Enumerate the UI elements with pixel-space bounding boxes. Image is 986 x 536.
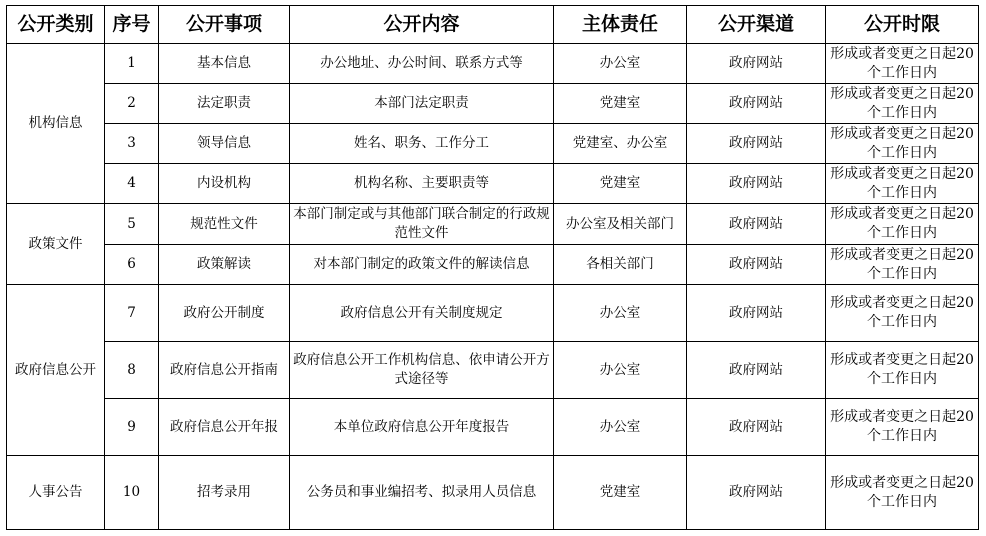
row-time-limit: 形成或者变更之日起20个工作日内 xyxy=(826,245,979,285)
row-number: 4 xyxy=(105,164,159,204)
row-item: 政府信息公开指南 xyxy=(159,342,290,399)
row-owner: 党建室、办公室 xyxy=(554,124,687,164)
row-owner: 办公室 xyxy=(554,285,687,342)
row-channel: 政府网站 xyxy=(687,245,826,285)
row-channel: 政府网站 xyxy=(687,399,826,456)
disclosure-table xyxy=(6,5,979,530)
category-cell: 机构信息 xyxy=(7,44,105,204)
row-time-limit: 形成或者变更之日起20个工作日内 xyxy=(826,204,979,245)
row-time-limit: 形成或者变更之日起20个工作日内 xyxy=(826,399,979,456)
row-item: 政策解读 xyxy=(159,245,290,285)
header-row xyxy=(7,6,979,44)
row-item: 法定职责 xyxy=(159,84,290,124)
row-number: 6 xyxy=(105,245,159,285)
table-row xyxy=(7,164,979,204)
table-row xyxy=(7,204,979,245)
row-item: 内设机构 xyxy=(159,164,290,204)
row-content: 本部门制定或与其他部门联合制定的行政规范性文件 xyxy=(290,204,554,245)
row-time-limit: 形成或者变更之日起20个工作日内 xyxy=(826,44,979,84)
row-time-limit: 形成或者变更之日起20个工作日内 xyxy=(826,84,979,124)
row-content: 政府信息公开有关制度规定 xyxy=(290,285,554,342)
category-cell: 人事公告 xyxy=(7,456,105,530)
row-number: 9 xyxy=(105,399,159,456)
row-owner: 各相关部门 xyxy=(554,245,687,285)
row-channel: 政府网站 xyxy=(687,164,826,204)
table-row xyxy=(7,342,979,399)
row-owner: 办公室 xyxy=(554,342,687,399)
table-row xyxy=(7,84,979,124)
table-row xyxy=(7,124,979,164)
table-row xyxy=(7,456,979,530)
row-content: 政府信息公开工作机构信息、依申请公开方式途径等 xyxy=(290,342,554,399)
row-channel: 政府网站 xyxy=(687,84,826,124)
row-channel: 政府网站 xyxy=(687,342,826,399)
row-time-limit: 形成或者变更之日起20个工作日内 xyxy=(826,342,979,399)
row-channel: 政府网站 xyxy=(687,204,826,245)
row-item: 领导信息 xyxy=(159,124,290,164)
row-number: 7 xyxy=(105,285,159,342)
header-channel: 公开渠道 xyxy=(687,6,826,44)
row-owner: 党建室 xyxy=(554,84,687,124)
row-channel: 政府网站 xyxy=(687,285,826,342)
row-number: 1 xyxy=(105,44,159,84)
table-row xyxy=(7,44,979,84)
row-number: 5 xyxy=(105,204,159,245)
row-content: 本部门法定职责 xyxy=(290,84,554,124)
row-time-limit: 形成或者变更之日起20个工作日内 xyxy=(826,285,979,342)
row-content: 姓名、职务、工作分工 xyxy=(290,124,554,164)
table-row xyxy=(7,399,979,456)
row-content: 对本部门制定的政策文件的解读信息 xyxy=(290,245,554,285)
row-number: 8 xyxy=(105,342,159,399)
row-channel: 政府网站 xyxy=(687,124,826,164)
row-owner: 党建室 xyxy=(554,456,687,530)
header-category: 公开类别 xyxy=(7,6,105,44)
row-owner: 办公室 xyxy=(554,44,687,84)
row-number: 10 xyxy=(105,456,159,530)
row-content: 公务员和事业编招考、拟录用人员信息 xyxy=(290,456,554,530)
row-channel: 政府网站 xyxy=(687,44,826,84)
row-owner: 党建室 xyxy=(554,164,687,204)
row-item: 政府信息公开年报 xyxy=(159,399,290,456)
row-content: 机构名称、主要职责等 xyxy=(290,164,554,204)
row-item: 基本信息 xyxy=(159,44,290,84)
category-cell: 政府信息公开 xyxy=(7,285,105,456)
row-owner: 办公室及相关部门 xyxy=(554,204,687,245)
row-content: 办公地址、办公时间、联系方式等 xyxy=(290,44,554,84)
category-cell: 政策文件 xyxy=(7,204,105,285)
header-owner: 主体责任 xyxy=(554,6,687,44)
row-time-limit: 形成或者变更之日起20个工作日内 xyxy=(826,456,979,530)
row-item: 政府公开制度 xyxy=(159,285,290,342)
row-channel: 政府网站 xyxy=(687,456,826,530)
row-number: 3 xyxy=(105,124,159,164)
row-item: 规范性文件 xyxy=(159,204,290,245)
header-number: 序号 xyxy=(105,6,159,44)
row-item: 招考录用 xyxy=(159,456,290,530)
table-row xyxy=(7,245,979,285)
row-number: 2 xyxy=(105,84,159,124)
header-content: 公开内容 xyxy=(290,6,554,44)
disclosure-table-wrapper xyxy=(6,5,979,530)
row-time-limit: 形成或者变更之日起20个工作日内 xyxy=(826,124,979,164)
row-content: 本单位政府信息公开年度报告 xyxy=(290,399,554,456)
header-time-limit: 公开时限 xyxy=(826,6,979,44)
row-time-limit: 形成或者变更之日起20个工作日内 xyxy=(826,164,979,204)
row-owner: 办公室 xyxy=(554,399,687,456)
header-item: 公开事项 xyxy=(159,6,290,44)
table-row xyxy=(7,285,979,342)
